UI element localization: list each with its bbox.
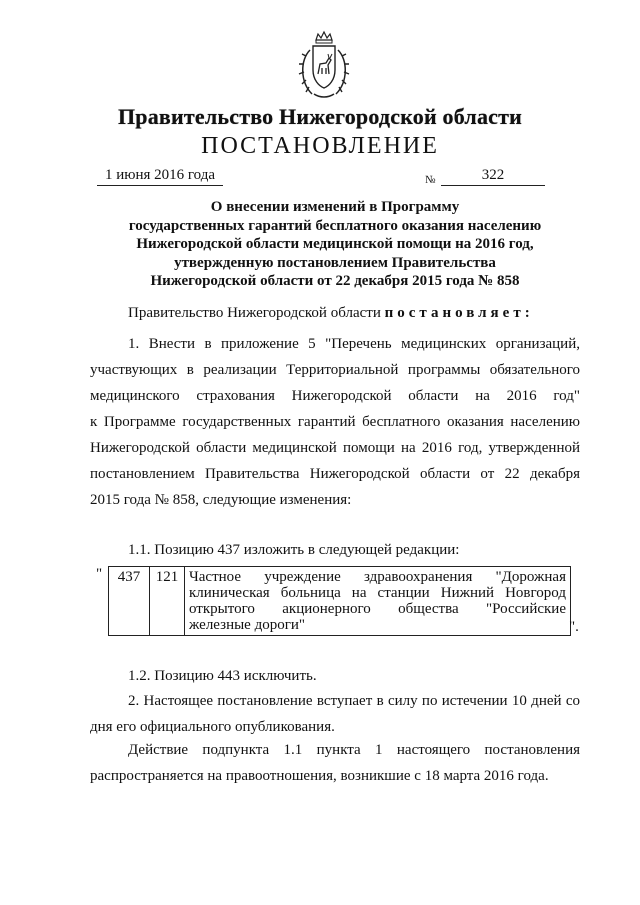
table-open-quote: " <box>96 566 103 582</box>
position-number-cell: 437 <box>109 567 150 636</box>
subject-line: государственных гарантий бесплатного оказания населению <box>128 217 542 234</box>
table-row <box>109 567 571 636</box>
table-close-quote: ". <box>569 619 579 635</box>
document-subject <box>100 198 570 291</box>
paragraph-line: 1. Внести в приложение 5 "Перечень медицинских организаций, <box>128 336 580 352</box>
cell-line: клиническая больница на станции Нижний Новгород <box>189 585 566 601</box>
number-sign: № <box>425 174 436 186</box>
subparagraph-1-2: 1.2. Позицию 443 исключить. <box>128 668 317 684</box>
cell-line: Частное учреждение здравоохранения "Дорожная <box>189 569 566 585</box>
paragraph-line: 2015 года № 858, следующие изменения: <box>90 492 352 508</box>
paragraph-line: дня его официального опубликования. <box>90 719 335 735</box>
subject-line: Нижегородской области от 22 декабря 2015 года № 858 <box>150 273 520 289</box>
subject-line: утвержденную постановлением Правительства <box>174 254 496 271</box>
paragraph-1 <box>90 331 580 513</box>
paragraph-line: медицинского страхования Нижегородской области на 2016 год" <box>90 388 580 404</box>
subparagraph-1-1: 1.1. Позицию 437 изложить в следующей редакции: <box>128 542 460 558</box>
organization-name-cell <box>185 567 571 636</box>
subject-line: Нижегородской области медицинской помощи на 2016 год, <box>136 236 534 252</box>
paragraph-line: Нижегородской области медицинской помощи на 2016 год, утвержденной <box>90 440 580 456</box>
amendment-table <box>108 566 571 636</box>
paragraph-3 <box>90 737 580 789</box>
document-type: ПОСТАНОВЛЕНИЕ <box>201 133 439 159</box>
coat-of-arms-emblem <box>296 30 352 102</box>
organization-name: Правительство Нижегородской области <box>117 104 522 129</box>
code-cell: 121 <box>150 567 185 636</box>
paragraph-2 <box>90 688 580 740</box>
preamble-text: Правительство Нижегородской области <box>128 305 385 321</box>
document-date: 1 июня 2016 года <box>97 167 223 186</box>
paragraph-line: постановлением Правительства Нижегородской области от 22 декабря <box>90 466 580 482</box>
preamble-resolves: постановляет: <box>384 305 534 321</box>
document-number: 322 <box>441 167 545 186</box>
cell-line: железные дороги" <box>189 617 306 633</box>
paragraph-line: участвующих в реализации Территориальной программы обязательного <box>90 362 580 378</box>
paragraph-line: к Программе государственных гарантий бесплатного оказания населению <box>90 414 580 430</box>
paragraph-line: Действие подпункта 1.1 пункта 1 настоящего постановления <box>128 742 580 758</box>
paragraph-line: 2. Настоящее постановление вступает в силу по истечении 10 дней со <box>128 693 580 709</box>
cell-line: открытого акционерного общества "Российские <box>189 601 566 617</box>
preamble <box>128 305 534 322</box>
paragraph-line: распространяется на правоотношения, возникшие с 18 марта 2016 года. <box>90 768 549 784</box>
subject-line: О внесении изменений в Программу <box>210 199 460 215</box>
